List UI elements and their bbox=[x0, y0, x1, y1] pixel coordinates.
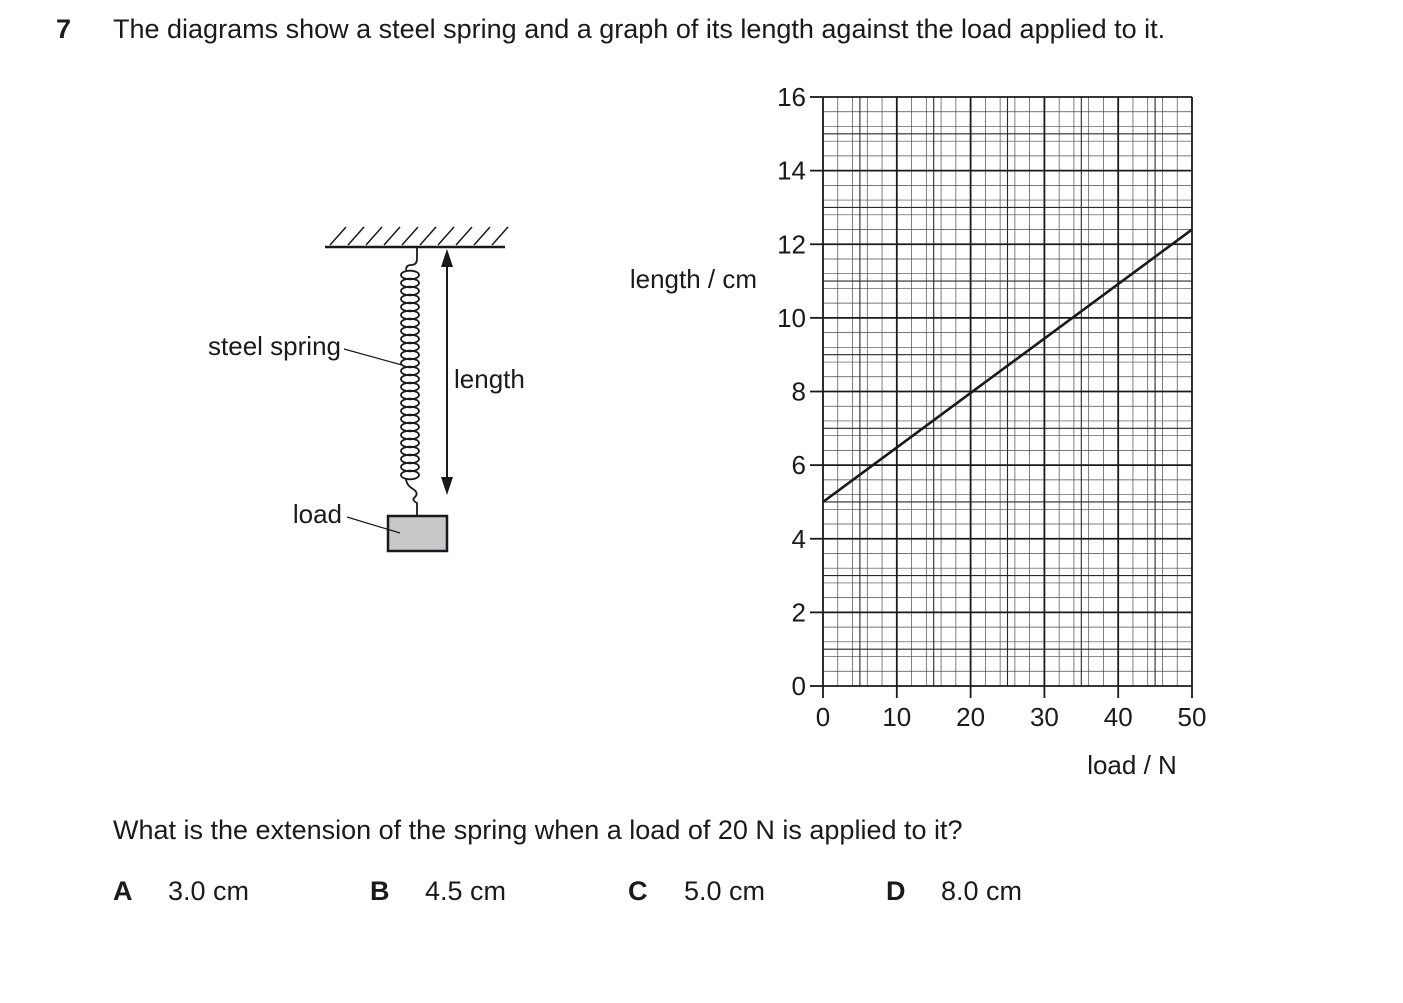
y-tick-label: 6 bbox=[791, 450, 806, 481]
option-c-letter[interactable]: C bbox=[628, 876, 648, 906]
spring-top-hook bbox=[406, 247, 417, 270]
spring-label: steel spring bbox=[208, 331, 341, 361]
y-tick-label: 0 bbox=[791, 671, 806, 701]
x-tick-label: 20 bbox=[956, 702, 986, 732]
x-tick-label: 50 bbox=[1177, 702, 1207, 732]
y-tick-label: 8 bbox=[791, 376, 806, 407]
ceiling bbox=[325, 227, 508, 247]
option-b-text[interactable]: 4.5 cm bbox=[425, 876, 507, 906]
y-tick-label: 14 bbox=[777, 155, 806, 186]
spring-diagram bbox=[180, 215, 560, 565]
load-block bbox=[388, 516, 447, 551]
option-a-letter[interactable]: A bbox=[113, 876, 133, 906]
y-tick-label: 12 bbox=[777, 229, 806, 260]
question-prompt: What is the extension of the spring when a load of 20 N is applied to it? bbox=[113, 815, 963, 845]
x-tick-label: 0 bbox=[815, 702, 831, 732]
y-tick-label: 16 bbox=[777, 82, 806, 112]
spring-leader-line bbox=[344, 349, 402, 365]
length-load-chart bbox=[600, 70, 1250, 790]
spring-bottom-hook bbox=[406, 478, 417, 515]
option-b-letter[interactable]: B bbox=[370, 876, 390, 906]
option-c-text[interactable]: 5.0 cm bbox=[684, 876, 766, 906]
load-label: load bbox=[292, 499, 342, 529]
x-tick-label: 10 bbox=[882, 702, 912, 732]
length-arrow bbox=[441, 249, 453, 495]
y-tick-label: 4 bbox=[791, 523, 806, 554]
option-d-letter[interactable]: D bbox=[886, 876, 906, 906]
y-tick-label: 10 bbox=[777, 302, 806, 333]
question-number: 7 bbox=[56, 14, 72, 44]
option-d-text[interactable]: 8.0 cm bbox=[941, 876, 1023, 906]
length-label: length bbox=[454, 364, 525, 394]
option-a-text[interactable]: 3.0 cm bbox=[168, 876, 250, 906]
y-axis-label: length / cm bbox=[629, 264, 757, 294]
steel-spring bbox=[401, 271, 419, 480]
axis-tick-labels bbox=[777, 82, 1206, 732]
x-axis-label: load / N bbox=[1087, 750, 1177, 780]
y-tick-label: 2 bbox=[791, 597, 806, 628]
x-tick-label: 40 bbox=[1103, 702, 1133, 732]
question-stem: The diagrams show a steel spring and a graph of its length against the load applied to it. bbox=[113, 14, 1166, 44]
x-tick-label: 30 bbox=[1029, 702, 1059, 732]
